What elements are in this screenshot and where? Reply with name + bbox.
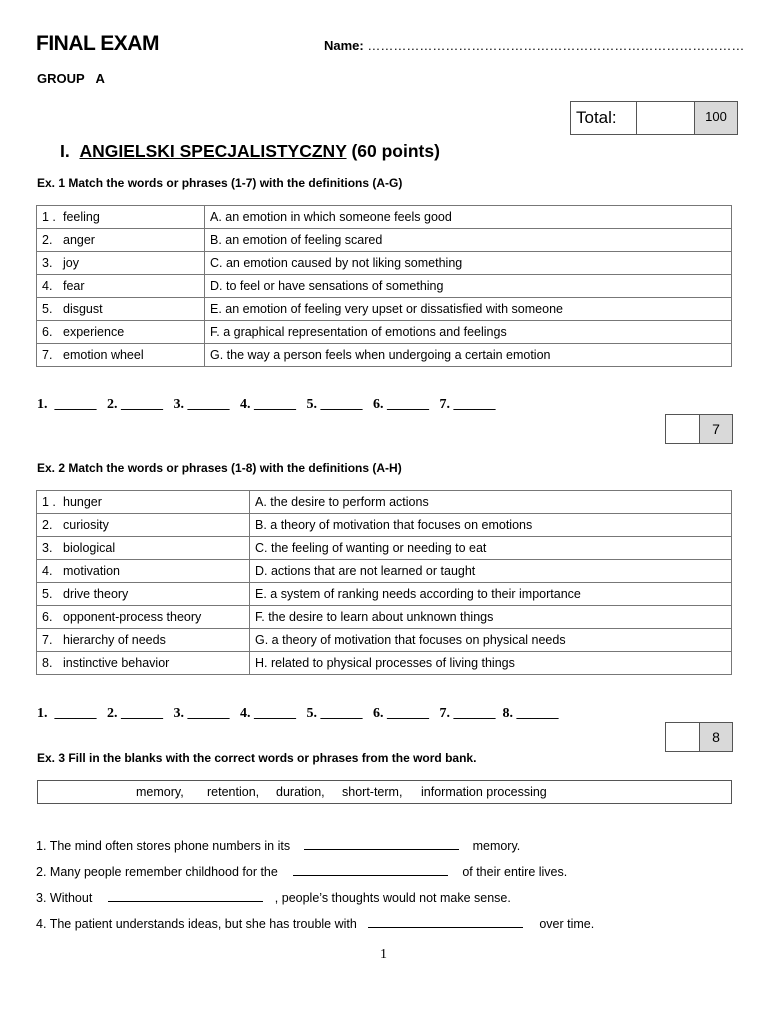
term-number: 3. — [42, 541, 53, 555]
sentence-number: 4. — [36, 917, 47, 931]
fill-sentence-1 — [36, 837, 520, 853]
ex1-heading: Ex. 1 Match the words or phrases (1-7) with the definitions (A-G) — [37, 176, 403, 190]
term-text: experience — [63, 325, 125, 339]
fill-sentence-3 — [36, 889, 511, 905]
section-title: ANGIELSKI SPECJALISTYCZNY — [79, 141, 347, 161]
term-cell — [37, 298, 205, 321]
term-cell — [37, 321, 205, 344]
name-field[interactable] — [324, 38, 744, 53]
term-text: hierarchy of needs — [63, 633, 166, 647]
table-row — [37, 321, 732, 344]
ex1-answer-line[interactable]: 1. ______ 2. ______ 3. ______ 4. ______ 5. ______ 6. ______ 7. ______ — [37, 397, 496, 412]
table-row — [37, 229, 732, 252]
ex1-max-points: 7 — [700, 415, 732, 443]
sentence-number: 3. — [36, 891, 47, 905]
term-cell — [37, 606, 250, 629]
term-number: 2. — [42, 518, 53, 532]
term-number: 7. — [42, 348, 53, 362]
table-row — [37, 275, 732, 298]
blank-input[interactable] — [304, 837, 459, 850]
word-bank-item: retention, — [207, 785, 260, 799]
total-score-box — [570, 101, 738, 135]
sentence-text: The patient understands ideas, but she has trouble with — [49, 917, 357, 931]
total-max-points: 100 — [695, 102, 737, 134]
ex2-score-input[interactable] — [666, 723, 700, 751]
definition-cell: D. actions that are not learned or taught — [250, 560, 732, 583]
definition-cell: F. a graphical representation of emotions and feelings — [205, 321, 732, 344]
term-number: 1 . — [42, 210, 56, 224]
definition-cell: A. an emotion in which someone feels good — [205, 206, 732, 229]
total-label: Total: — [571, 102, 637, 134]
definition-cell: C. the feeling of wanting or needing to eat — [250, 537, 732, 560]
definition-cell: D. to feel or have sensations of something — [205, 275, 732, 298]
name-dots: …………………………………………………………………………… — [367, 38, 745, 53]
term-cell — [37, 629, 250, 652]
group-label: GROUP — [37, 71, 85, 86]
fill-sentence-2 — [36, 863, 567, 879]
term-number: 4. — [42, 564, 53, 578]
definition-cell: B. an emotion of feeling scared — [205, 229, 732, 252]
term-cell — [37, 344, 205, 367]
definition-cell: G. a theory of motivation that focuses on physical needs — [250, 629, 732, 652]
term-number: 7. — [42, 633, 53, 647]
term-cell — [37, 514, 250, 537]
term-number: 3. — [42, 256, 53, 270]
name-label: Name: — [324, 38, 364, 53]
word-bank — [37, 780, 732, 804]
term-cell — [37, 652, 250, 675]
table-row — [37, 298, 732, 321]
sentence-number: 2. — [36, 865, 47, 879]
definition-cell: G. the way a person feels when undergoing a certain emotion — [205, 344, 732, 367]
definition-cell: E. an emotion of feeling very upset or dissatisfied with someone — [205, 298, 732, 321]
term-cell — [37, 491, 250, 514]
section-points: (60 points) — [351, 141, 440, 161]
exam-title: FINAL EXAM — [36, 32, 159, 55]
blank-input[interactable] — [293, 863, 448, 876]
term-cell — [37, 252, 205, 275]
table-row — [37, 537, 732, 560]
ex2-answer-line[interactable]: 1. ______ 2. ______ 3. ______ 4. ______ 5. ______ 6. ______ 7. ______ 8. ______ — [37, 706, 559, 721]
group-line — [37, 71, 105, 86]
sentence-text: over time. — [539, 917, 595, 931]
sentence-text: The mind often stores phone numbers in its — [49, 839, 291, 853]
ex1-score-input[interactable] — [666, 415, 700, 443]
sentence-text: Without — [49, 891, 93, 905]
definition-cell: H. related to physical processes of living things — [250, 652, 732, 675]
table-row — [37, 206, 732, 229]
definition-cell: C. an emotion caused by not liking something — [205, 252, 732, 275]
definition-cell: B. a theory of motivation that focuses on emotions — [250, 514, 732, 537]
term-text: drive theory — [63, 587, 129, 601]
term-number: 5. — [42, 302, 53, 316]
word-bank-item: short-term, — [342, 785, 403, 799]
table-row — [37, 344, 732, 367]
term-number: 4. — [42, 279, 53, 293]
term-text: hunger — [63, 495, 102, 509]
ex1-table — [36, 205, 732, 367]
term-text: emotion wheel — [63, 348, 144, 362]
ex2-max-points: 8 — [700, 723, 732, 751]
table-row — [37, 629, 732, 652]
term-text: anger — [63, 233, 95, 247]
table-row — [37, 583, 732, 606]
section-heading — [60, 141, 440, 162]
term-text: opponent-process theory — [63, 610, 202, 624]
sentence-text: of their entire lives. — [462, 865, 568, 879]
ex2-table — [36, 490, 732, 675]
blank-input[interactable] — [108, 889, 263, 902]
table-row — [37, 560, 732, 583]
definition-cell: A. the desire to perform actions — [250, 491, 732, 514]
term-text: fear — [63, 279, 85, 293]
definition-cell: E. a system of ranking needs according to their importance — [250, 583, 732, 606]
term-text: joy — [63, 256, 79, 270]
term-number: 8. — [42, 656, 53, 670]
word-bank-item: information processing — [421, 785, 547, 799]
total-score-input[interactable] — [637, 102, 695, 134]
term-number: 6. — [42, 325, 53, 339]
term-cell — [37, 583, 250, 606]
sentence-text: , people’s thoughts would not make sense. — [274, 891, 511, 905]
term-cell — [37, 537, 250, 560]
ex1-score-box — [665, 414, 733, 444]
page-number: 1 — [380, 947, 387, 962]
term-text: disgust — [63, 302, 103, 316]
group-value: A — [95, 71, 105, 86]
term-cell — [37, 229, 205, 252]
blank-input[interactable] — [368, 915, 523, 928]
term-text: motivation — [63, 564, 120, 578]
sentence-text: Many people remember childhood for the — [49, 865, 278, 879]
sentence-number: 1. — [36, 839, 47, 853]
section-numeral: I. — [60, 141, 70, 161]
ex2-heading: Ex. 2 Match the words or phrases (1-8) with the definitions (A-H) — [37, 461, 402, 475]
word-bank-item: memory, — [136, 785, 184, 799]
word-bank-item: duration, — [276, 785, 325, 799]
term-text: instinctive behavior — [63, 656, 170, 670]
table-row — [37, 491, 732, 514]
term-cell — [37, 275, 205, 298]
table-row — [37, 252, 732, 275]
fill-sentence-4 — [36, 915, 594, 931]
ex2-score-box — [665, 722, 733, 752]
term-cell — [37, 560, 250, 583]
term-number: 2. — [42, 233, 53, 247]
ex3-heading: Ex. 3 Fill in the blanks with the correct words or phrases from the word bank. — [37, 751, 477, 765]
term-number: 1 . — [42, 495, 56, 509]
term-text: biological — [63, 541, 116, 555]
sentence-text: memory. — [472, 839, 521, 853]
table-row — [37, 606, 732, 629]
term-number: 5. — [42, 587, 53, 601]
term-text: feeling — [63, 210, 100, 224]
table-row — [37, 514, 732, 537]
definition-cell: F. the desire to learn about unknown things — [250, 606, 732, 629]
term-cell — [37, 206, 205, 229]
term-number: 6. — [42, 610, 53, 624]
table-row — [37, 652, 732, 675]
term-text: curiosity — [63, 518, 109, 532]
